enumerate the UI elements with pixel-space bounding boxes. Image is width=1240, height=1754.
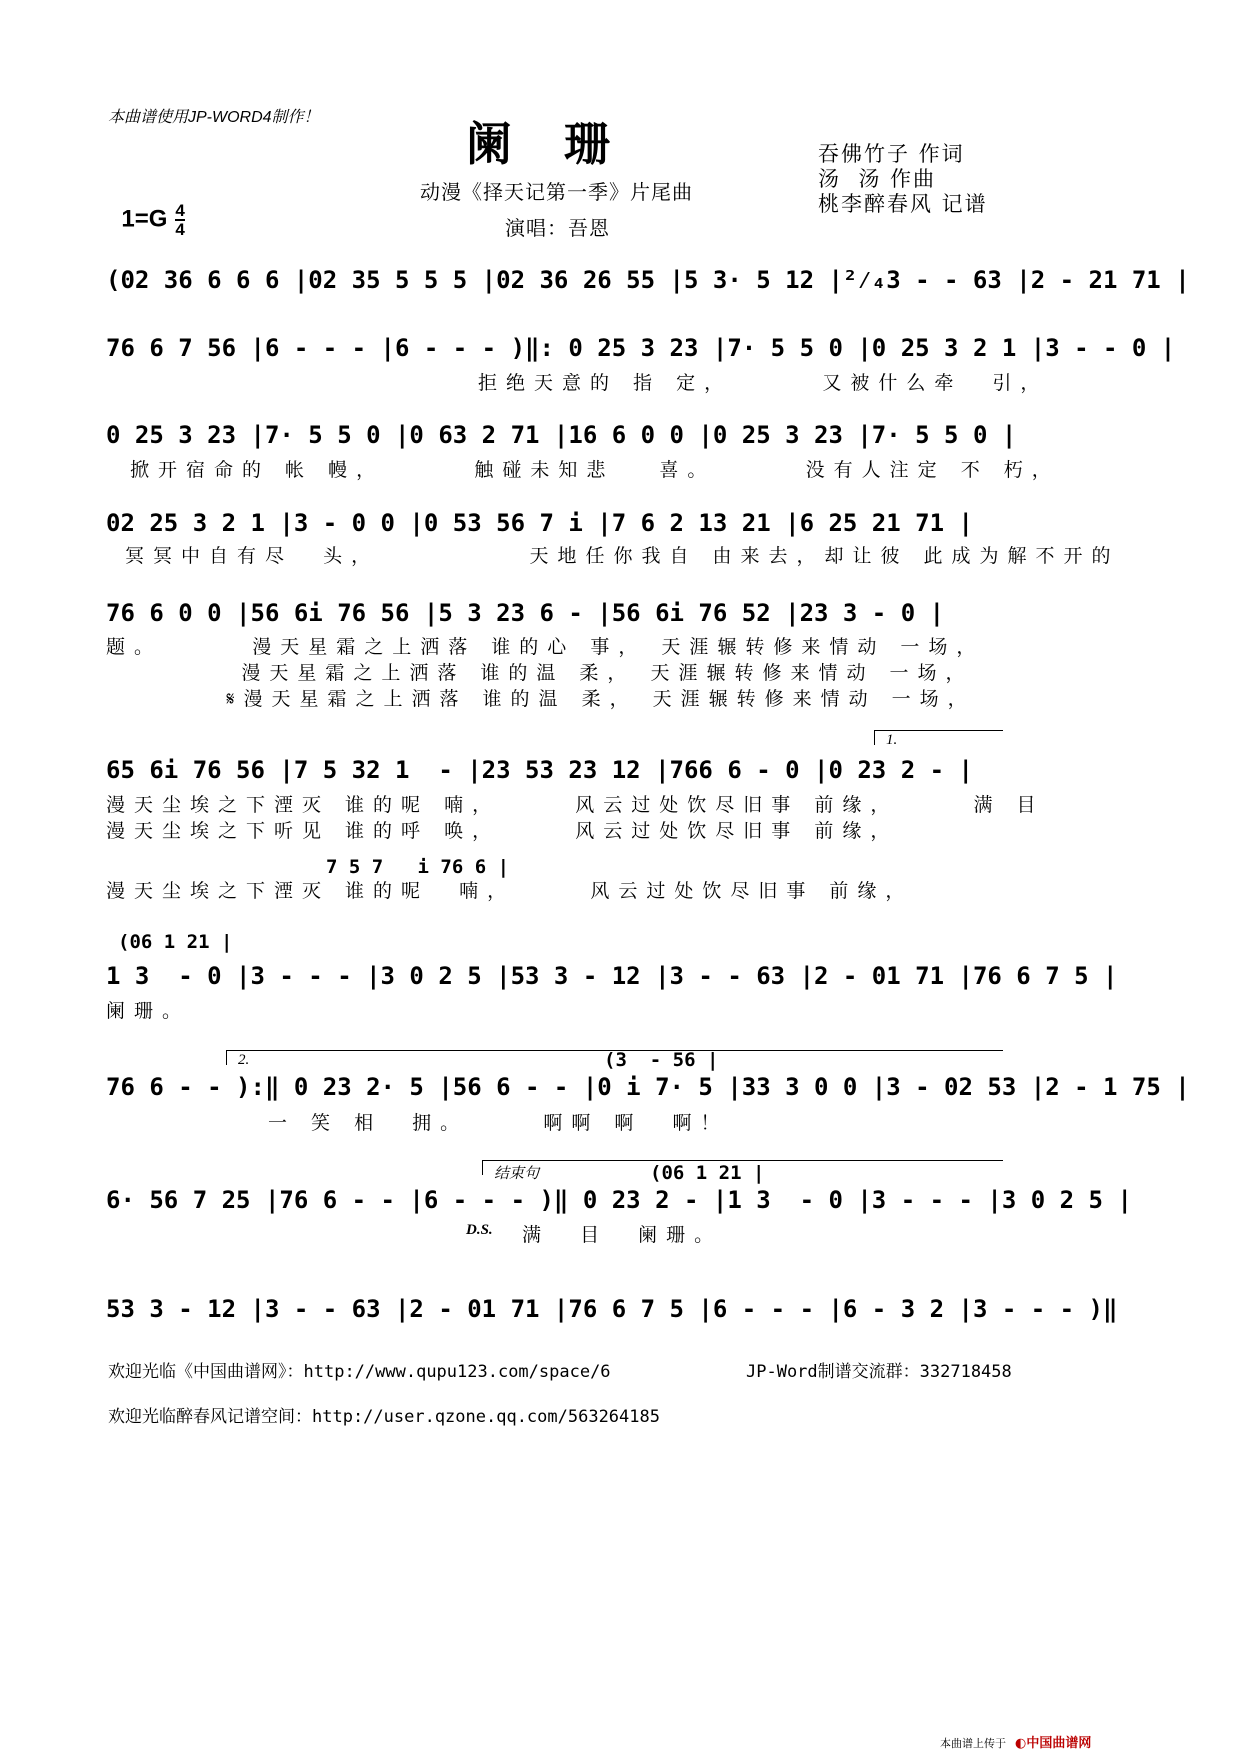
ossia-row-7: (06 1 21 | bbox=[118, 931, 233, 953]
subtitle: 动漫《择天记第一季》片尾曲 bbox=[420, 180, 693, 204]
staff-row-2: 76 6 7 56 |6 - - - |6 - - - )‖: 0 25 3 23 |7· 5 5 0 |0 25 3 2 1 |3 - - 0 | bbox=[106, 334, 1176, 362]
time-signature bbox=[175, 202, 184, 238]
staff-row-6: 65 6i 76 56 |7 5 32 1 - |23 53 23 12 |766 6 - 0 |0 23 2 - | bbox=[106, 756, 973, 784]
ossia-row-9: (06 1 21 | bbox=[650, 1162, 765, 1184]
transcriber-credit: 桃李醉春风 记谱 bbox=[818, 192, 988, 216]
lyric-row-8: 一 笑 相 拥。 啊啊 啊 啊！ bbox=[268, 1112, 729, 1134]
volta-2-label: 2. bbox=[238, 1052, 250, 1068]
lyric-row-6c: 漫天尘埃之下湮灭 谁的呢 喃， 风云过处饮尽旧事 前缘， bbox=[106, 880, 914, 902]
footer-space-link: 欢迎光临醉春风记谱空间：http://user.qzone.qq.com/563264185 bbox=[108, 1407, 660, 1427]
ossia-row-6: 7 5 7 i 76 6 | bbox=[326, 856, 510, 878]
staff-row-7: 1 3 - 0 |3 - - - |3 0 2 5 |53 3 - 12 |3 - - 63 |2 - 01 71 |76 6 7 5 | bbox=[106, 962, 1118, 990]
key-signature bbox=[108, 174, 185, 238]
footer-site-link: 欢迎光临《中国曲谱网》：http://www.qupu123.com/space/6 bbox=[108, 1362, 611, 1382]
ossia-row-8: (3 - 56 | bbox=[604, 1049, 719, 1071]
lyric-row-4: 冥冥中自有尽 头， 天地任你我自 由来去，却让彼 此成为解不开的 bbox=[125, 545, 1120, 567]
volta-1-label: 1. bbox=[886, 732, 898, 748]
lyric-row-2: 拒绝天意的 指 定， 又被什么牵 引， bbox=[478, 372, 1049, 394]
song-title: 阑珊 bbox=[466, 117, 662, 171]
time-bottom: 4 bbox=[175, 220, 185, 239]
staff-row-1: (02 36 6 6 6 |02 35 5 5 5 |02 36 26 55 |5 3· 5 12 |²⁄₄3 - - 63 |2 - 21 71 | bbox=[106, 266, 1190, 294]
staff-row-5: 76 6 0 0 |56 6i 76 56 |5 3 23 6 - |56 6i 76 52 |23 3 - 0 | bbox=[106, 599, 945, 627]
brand-name: 中国曲谱网 bbox=[1026, 1736, 1092, 1751]
brand-logo bbox=[1015, 1732, 1091, 1751]
time-top: 4 bbox=[175, 201, 185, 220]
lyric-row-6a: 漫天尘埃之下湮灭 谁的呢 喃， 风云过处饮尽旧事 前缘， 满 目 bbox=[106, 794, 1045, 816]
lyricist-credit: 吞佛竹子 作词 bbox=[818, 142, 965, 166]
lyric-row-3: 掀开宿命的 帐 幔， 触碰未知悲 喜。 没有人注定 不 朽， bbox=[130, 459, 1060, 481]
staff-row-9: 6· 56 7 25 |76 6 - - |6 - - - )‖ 0 23 2 - |1 3 - 0 |3 - - - |3 0 2 5 | bbox=[106, 1186, 1132, 1214]
staff-row-10: 53 3 - 12 |3 - - 63 |2 - 01 71 |76 6 7 5 |6 - - - |6 - 3 2 |3 - - - )‖ bbox=[106, 1295, 1118, 1323]
brand-icon: ◐ bbox=[1015, 1736, 1027, 1751]
composer-credit: 汤 汤 作曲 bbox=[818, 167, 937, 191]
singer: 演唱：吾恩 bbox=[505, 216, 610, 240]
software-note: 本曲谱使用JP-WORD4制作！ bbox=[108, 109, 320, 126]
staff-row-3: 0 25 3 23 |7· 5 5 0 |0 63 2 71 |16 6 0 0 |0 25 3 23 |7· 5 5 0 | bbox=[106, 421, 1017, 449]
lyric-row-7: 阑珊。 bbox=[106, 1000, 191, 1022]
footer-qq-group: JP-Word制谱交流群：332718458 bbox=[746, 1362, 1012, 1382]
staff-row-4: 02 25 3 2 1 |3 - 0 0 |0 53 56 7 i |7 6 2 13 21 |6 25 21 71 | bbox=[106, 509, 973, 537]
lyric-row-5c: 𝄋漫天星霜之上洒落 谁的温 柔， 天涯辗转修来情动 一场， bbox=[106, 688, 976, 710]
upload-note: 本曲谱上传于 bbox=[940, 1737, 1006, 1750]
lyric-row-5a: 题。 漫天星霜之上洒落 谁的心 事， 天涯辗转修来情动 一场， bbox=[106, 636, 985, 658]
lyric-row-6b: 漫天尘埃之下听见 谁的呼 唤， 风云过处饮尽旧事 前缘， bbox=[106, 820, 899, 842]
key-label: 1=G bbox=[121, 205, 168, 233]
ds-marking: D.S. bbox=[466, 1222, 493, 1238]
staff-row-8: 76 6 - - ):‖ 0 23 2· 5 |56 6 - - |0 i 7· 5 |33 3 0 0 |3 - 02 53 |2 - 1 75 | bbox=[106, 1073, 1190, 1101]
lyric-row-5b: 漫天星霜之上洒落 谁的温 柔， 天涯辗转修来情动 一场， bbox=[106, 662, 974, 684]
ending-label: 结束句 bbox=[494, 1166, 540, 1182]
lyric-row-9: 满 目 阑珊。 bbox=[522, 1224, 723, 1246]
